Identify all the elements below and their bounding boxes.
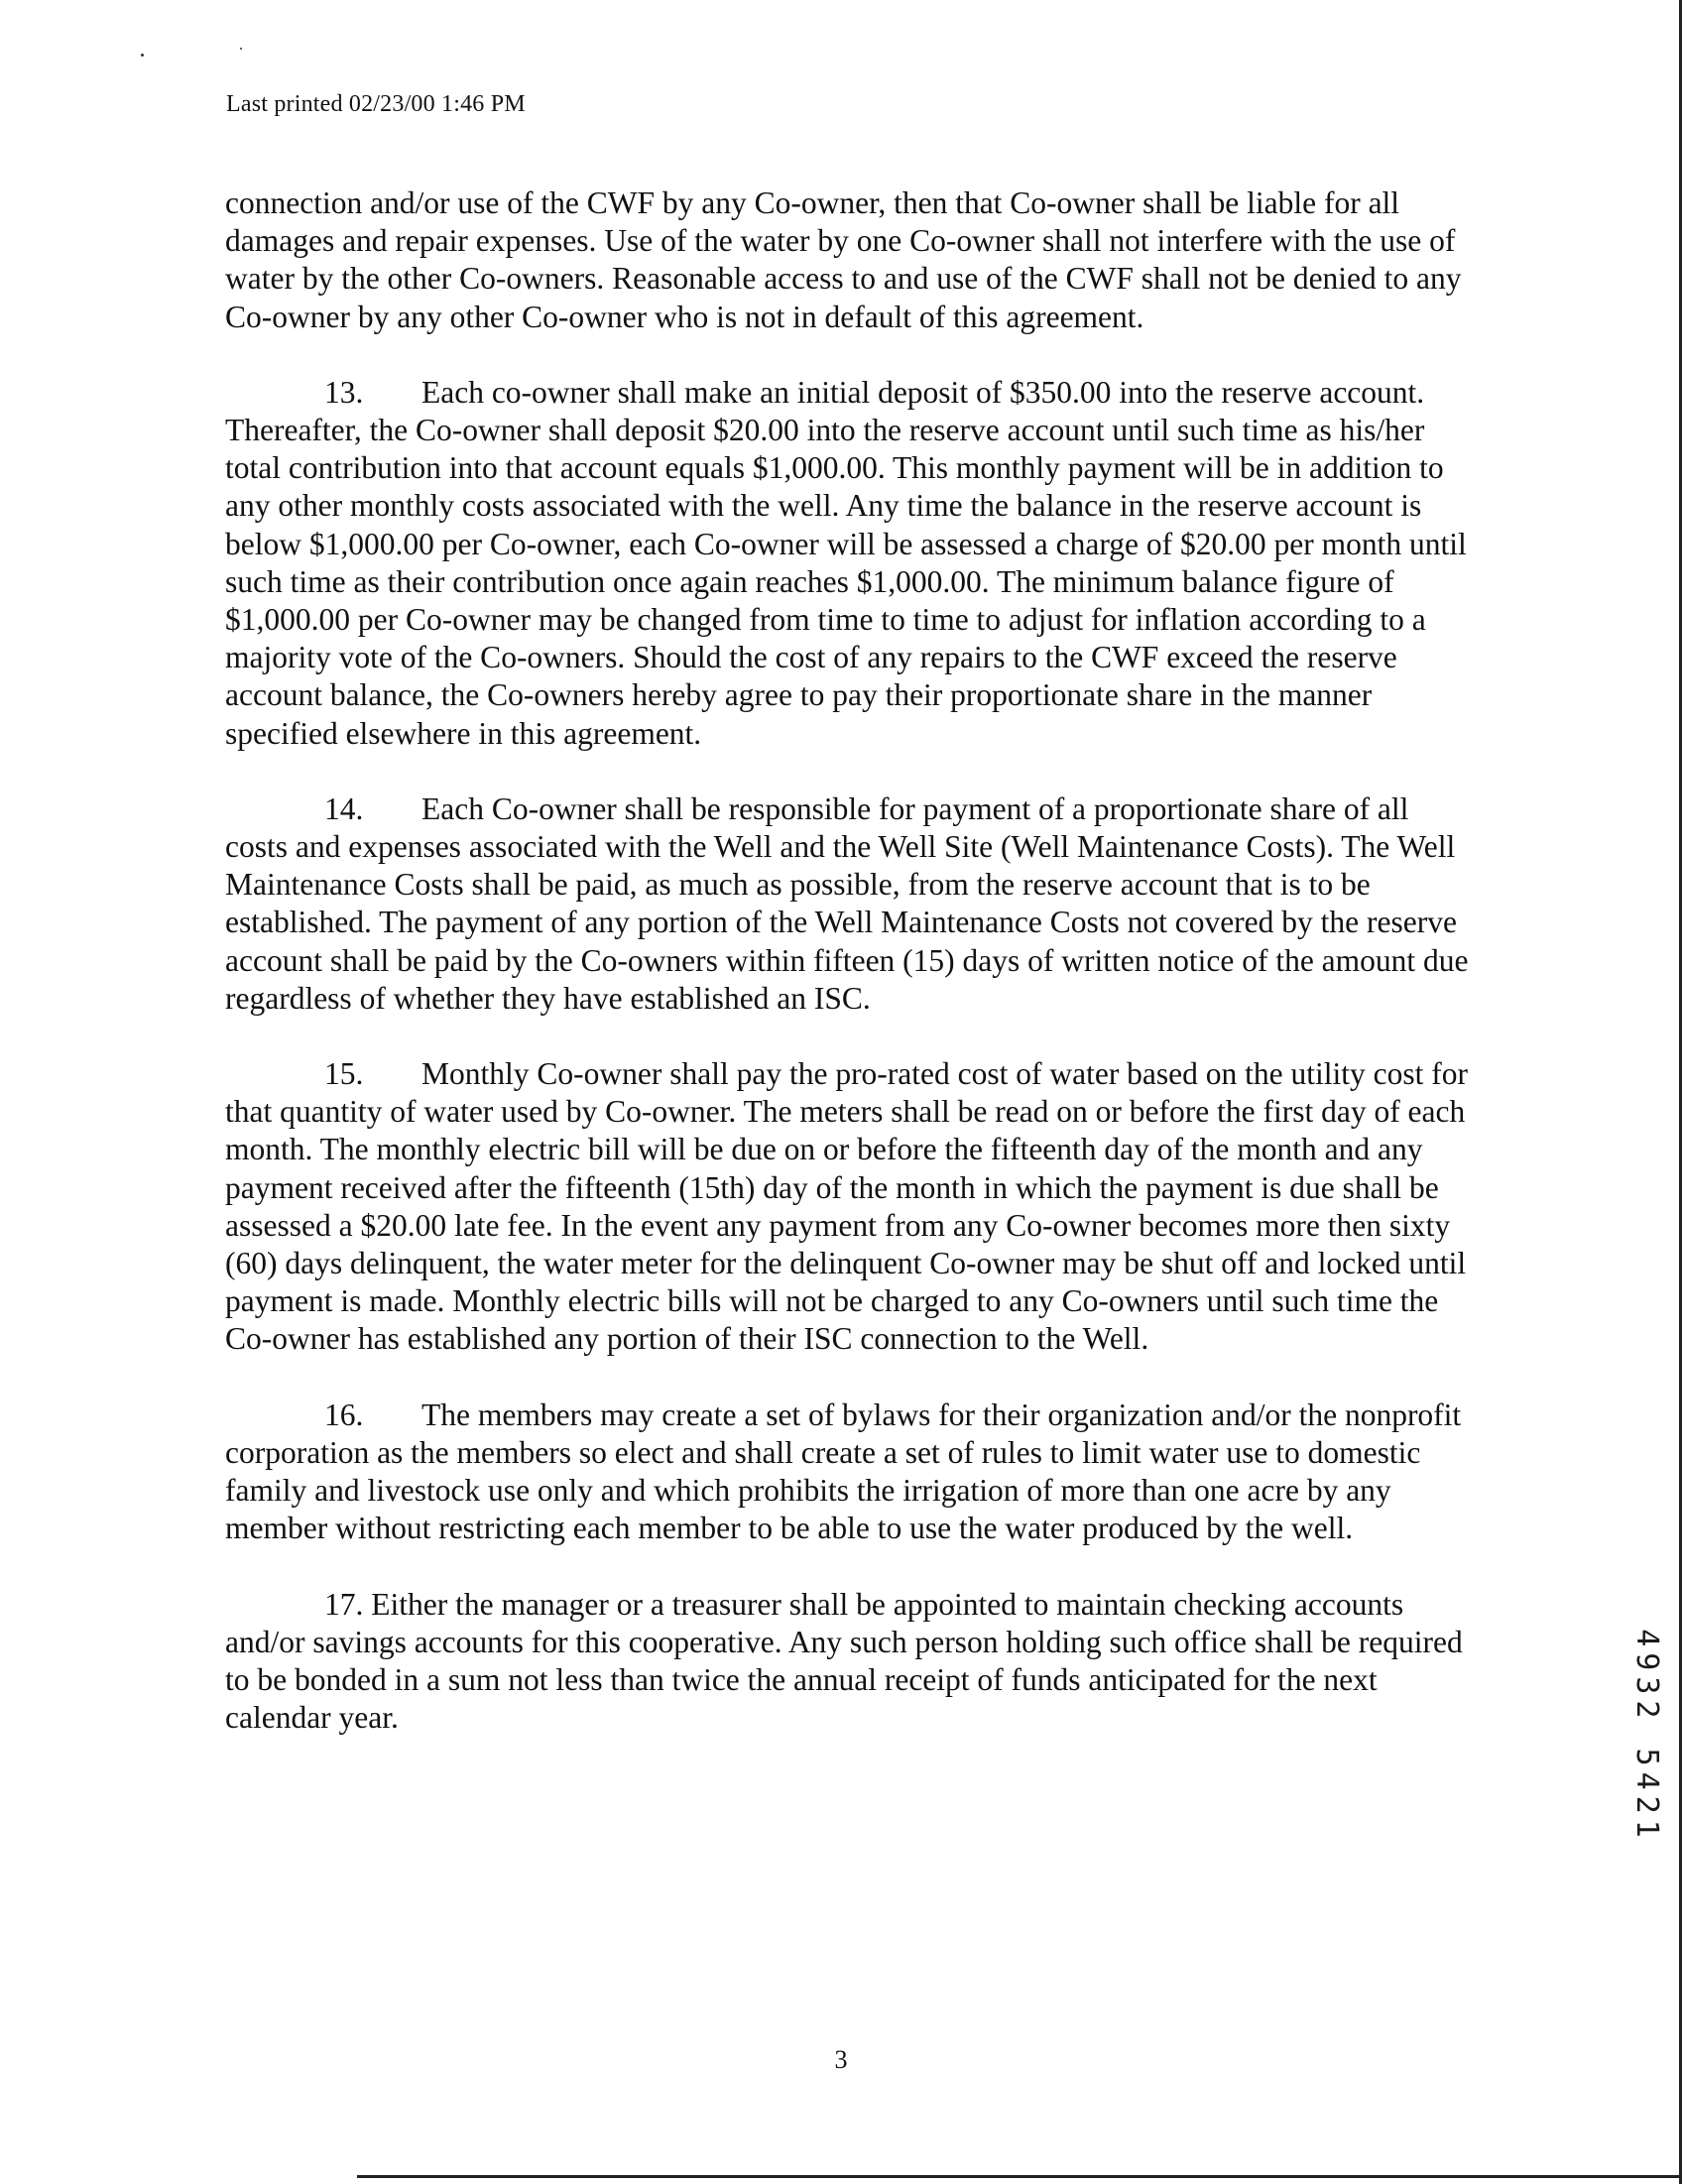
paragraph-number: 16. (324, 1396, 364, 1432)
paragraph-14 (225, 790, 1475, 1018)
paragraph-15 (225, 1055, 1475, 1359)
paragraph-text: connection and/or use of the CWF by any Co-owner, then that Co-owner shall be liable for all damages and repair expenses. Use of the water by one Co-owner shall not interfere with the use of water by the other Co-owners. Reasonable access to and use of the CWF shall not be denied to any Co-owner by any other Co-owner who is not in default of this agreement. (225, 185, 1462, 334)
document-body (225, 184, 1475, 1774)
last-printed-stamp: Last printed 02/23/00 1:46 PM (226, 91, 526, 117)
paragraph-number: 17. (324, 1586, 364, 1622)
paragraph-number: 13. (324, 374, 364, 410)
paragraph-number: 15. (324, 1056, 364, 1092)
paragraph-text: Monthly Co-owner shall pay the pro-rated cost of water based on the utility cost for that quantity of water used by Co-owner. The meters shall be read on or before the first day of each month. The monthly electric bill will be due on or before the fifteenth day of the month and any payment received after the fifteenth (15th) day of the month in which the payment is due shall be assessed a $20.00 late fee. In the event any payment from any Co-owner becomes more then sixty (60) days delinquent, the water meter for the delinquent Co-owner may be shut off and locked until payment is made. Monthly electric bills will not be charged to any Co-owners until such time the Co-owner has established any portion of their ISC connection to the Well. (225, 1056, 1468, 1357)
scan-speck (141, 54, 144, 57)
paragraph-text: Each co-owner shall make an initial deposit of $350.00 into the reserve account. Thereafter, the Co-owner shall deposit $20.00 into the reserve account until such time as his/her total contribution into that account equals $1,000.00. This monthly payment will be in addition to any other monthly costs associated with the well. Any time the balance in the reserve account is below $1,000.00 per Co-owner, each Co-owner will be assessed a charge of $20.00 per month until such time as their contribution once again reaches $1,000.00. The minimum balance figure of $1,000.00 per Co-owner may be changed from time to time to adjust for inflation according to a majority vote of the Co-owners. Should the cost of any repairs to the CWF exceed the reserve account balance, the Co-owners hereby agree to pay their proportionate share in the manner specified elsewhere in this agreement. (225, 374, 1467, 751)
paragraph-number: 14. (324, 790, 364, 826)
record-stamp-text: 4932 5421 (1628, 1628, 1664, 1844)
paragraph-17 (225, 1586, 1475, 1738)
scan-edge-bottom (357, 2175, 1682, 2178)
paragraph-text: The members may create a set of bylaws for their organization and/or the nonprofit corporation as the members so elect and shall create a set of rules to limit water use to domestic family and livestock use only and which prohibits the irrigation of more than one acre by any member without restricting each member to be able to use the water produced by the well. (225, 1396, 1462, 1546)
paragraph-text: Either the manager or a treasurer shall be appointed to maintain checking accounts and/or savings accounts for this cooperative. Any such person holding such office shall be required to be bonded in a sum not less than twice the annual receipt of funds anticipated for the next calendar year. (225, 1586, 1463, 1736)
paragraph-text: Each Co-owner shall be responsible for payment of a proportionate share of all costs and expenses associated with the Well and the Well Site (Well Maintenance Costs). The Well Maintenance Costs shall be paid, as much as possible, from the reserve account that is to be established. The payment of any portion of the Well Maintenance Costs not covered by the reserve account shall be paid by the Co-owners within fifteen (15) days of written notice of the amount due regardless of whether they have established an ISC. (225, 790, 1469, 1016)
paragraph-13 (225, 374, 1475, 753)
scan-speck (240, 48, 242, 50)
page-number: 3 (834, 2045, 848, 2074)
paragraph-16 (225, 1396, 1475, 1548)
paragraph-continuation (225, 184, 1475, 336)
vertical-record-stamp (1626, 1567, 1666, 1904)
